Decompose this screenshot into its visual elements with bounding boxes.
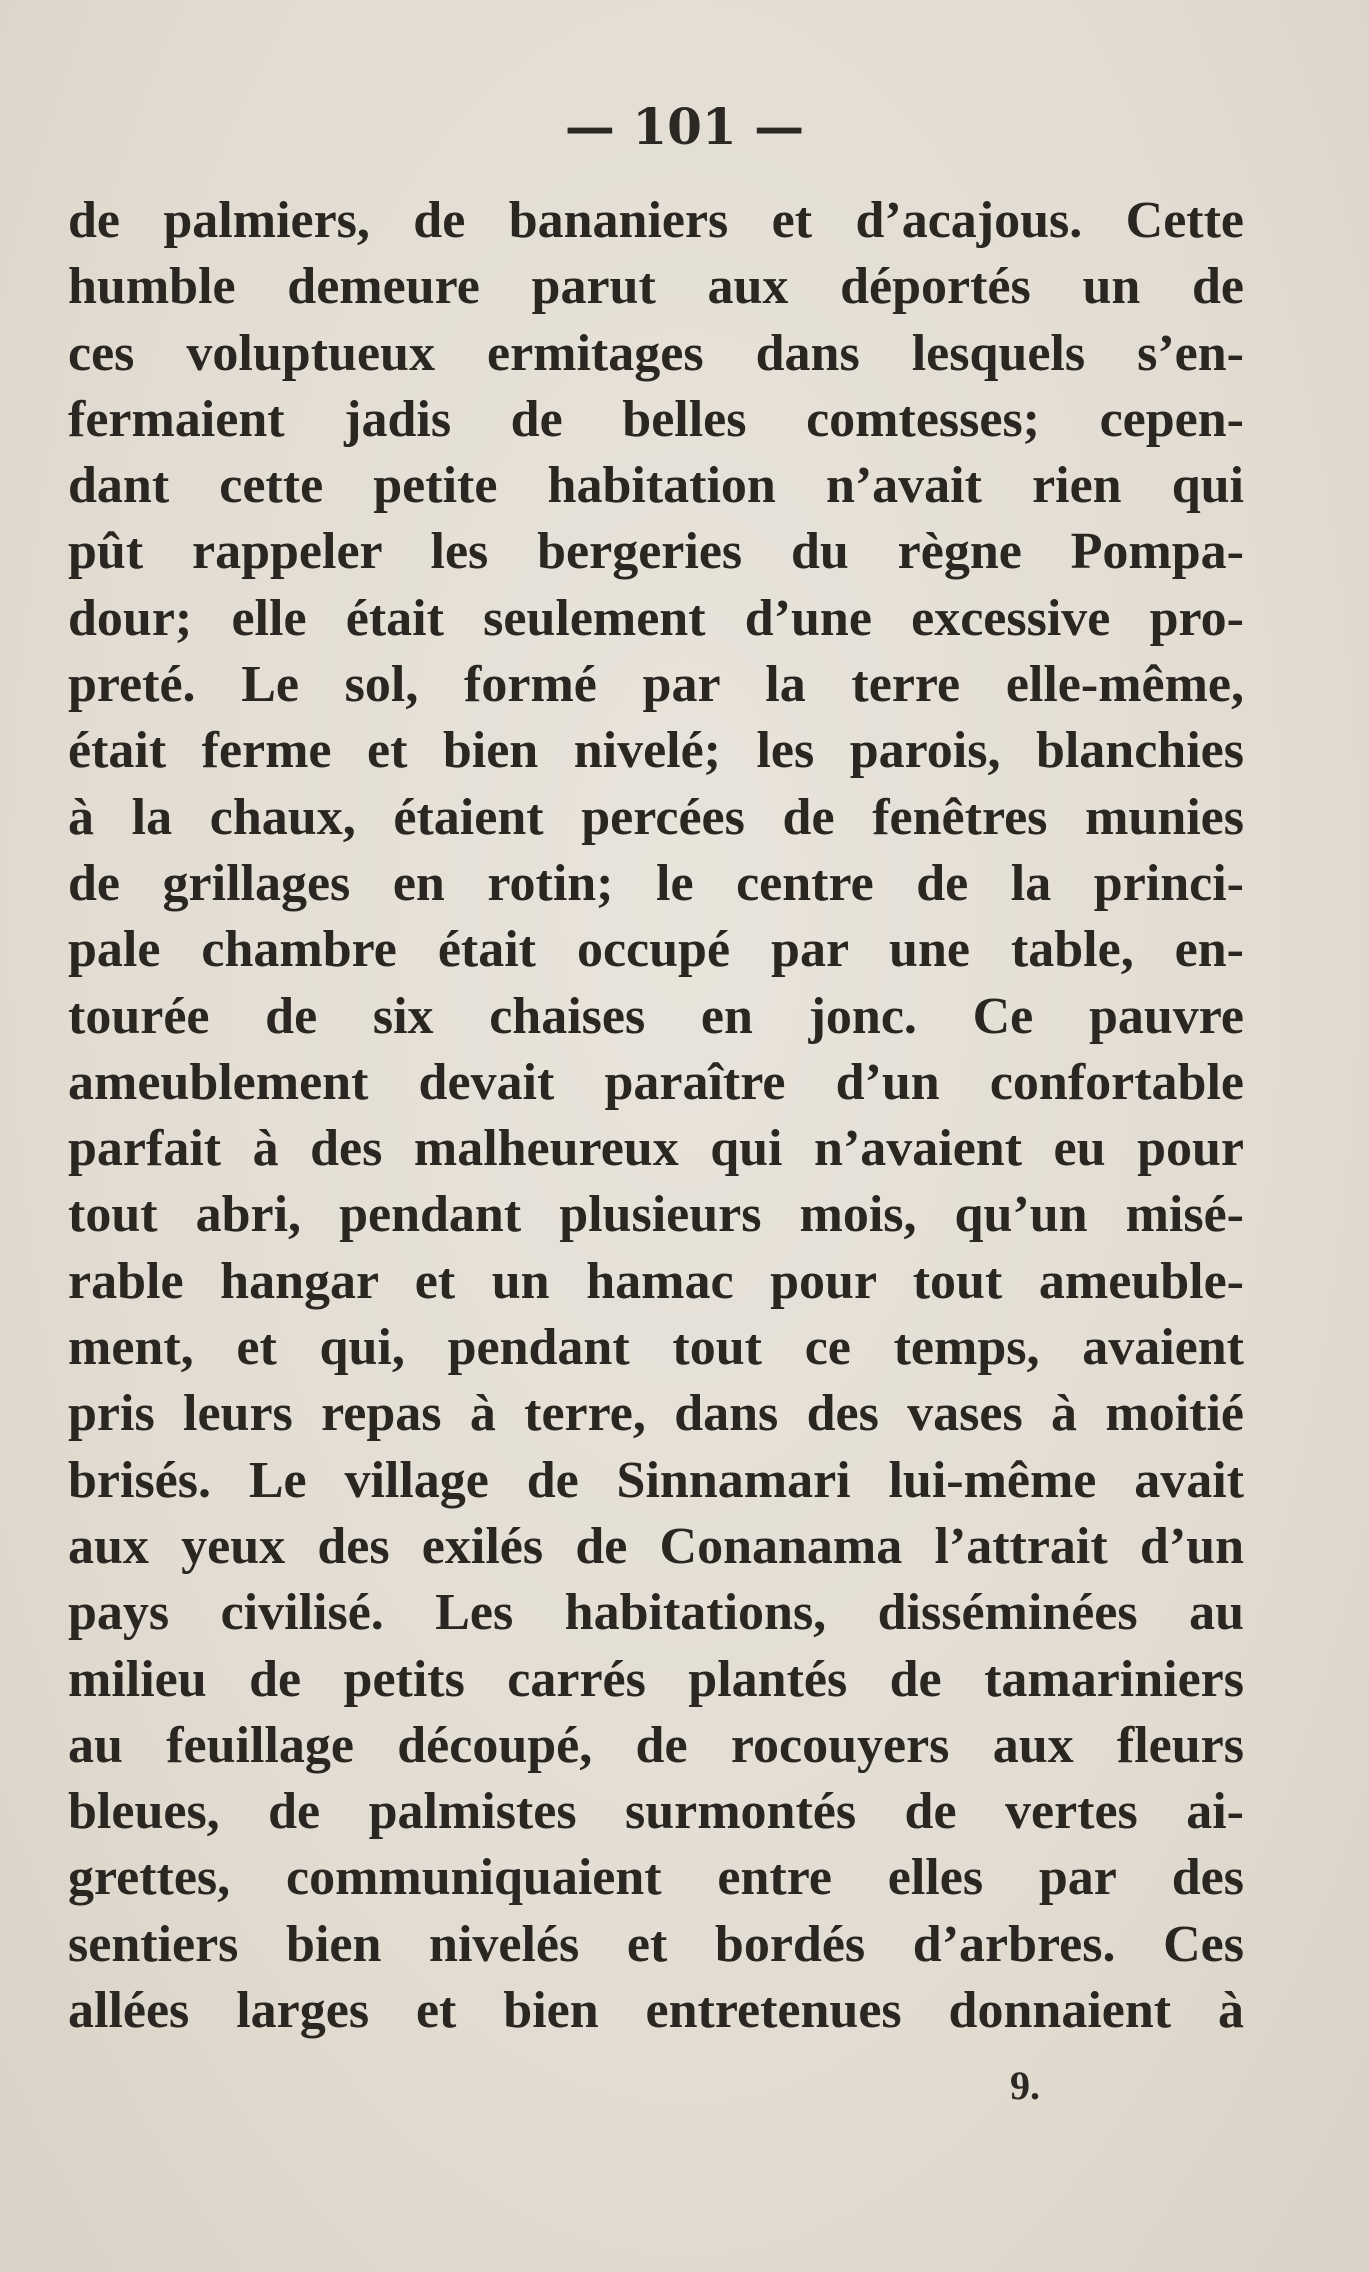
text-line: ces voluptueux ermitages dans lesquels s’en- bbox=[68, 324, 1244, 382]
text-line: aux yeux des exilés de Conanama l’attrait d’un bbox=[68, 1517, 1244, 1575]
text-line: sentiers bien nivelés et bordés d’arbres. Ces bbox=[68, 1915, 1244, 1973]
text-line: dour; elle était seulement d’une excessive pro- bbox=[68, 589, 1244, 647]
text-line: tout abri, pendant plusieurs mois, qu’un misé- bbox=[68, 1186, 1244, 1244]
page-number-header: — 101 — bbox=[564, 97, 805, 156]
text-line: à la chaux, étaient percées de fenêtres munies bbox=[68, 788, 1244, 846]
text-line: preté. Le sol, formé par la terre elle-même, bbox=[68, 656, 1244, 714]
text-line: brisés. Le village de Sinnamari lui-même avait bbox=[68, 1451, 1244, 1509]
body-text bbox=[68, 188, 1244, 2044]
signature-mark: 9. bbox=[1010, 2063, 1040, 2108]
text-line: fermaient jadis de belles comtesses; cepen- bbox=[68, 390, 1244, 448]
text-line: grettes, communiquaient entre elles par des bbox=[68, 1849, 1244, 1907]
text-line: pût rappeler les bergeries du règne Pompa- bbox=[68, 523, 1244, 581]
text-line: était ferme et bien nivelé; les parois, blanchies bbox=[68, 722, 1244, 780]
text-line: de palmiers, de bananiers et d’acajous. Cette bbox=[68, 192, 1244, 249]
text-line: ameublement devait paraître d’un confortable bbox=[68, 1053, 1244, 1111]
text-line: parfait à des malheureux qui n’avaient eu pour bbox=[68, 1120, 1244, 1178]
text-line: tourée de six chaises en jonc. Ce pauvre bbox=[68, 987, 1244, 1045]
text-line: de grillages en rotin; le centre de la princi- bbox=[68, 854, 1244, 912]
text-line: rable hangar et un hamac pour tout ameuble- bbox=[68, 1252, 1244, 1310]
text-line: milieu de petits carrés plantés de tamariniers bbox=[68, 1650, 1244, 1708]
text-line: allées larges et bien entretenues donnaient à bbox=[68, 1982, 1244, 2040]
text-line: pale chambre était occupé par une table, en- bbox=[68, 921, 1244, 979]
text-line: humble demeure parut aux déportés un de bbox=[68, 258, 1244, 316]
text-line: pays civilisé. Les habitations, disséminées au bbox=[68, 1584, 1244, 1642]
text-line: au feuillage découpé, de rocouyers aux fleurs bbox=[68, 1716, 1244, 1774]
text-line: dant cette petite habitation n’avait rien qui bbox=[68, 457, 1244, 515]
text-line: ment, et qui, pendant tout ce temps, avaient bbox=[68, 1319, 1244, 1377]
text-line: pris leurs repas à terre, dans des vases à moitié bbox=[68, 1385, 1244, 1443]
text-line: bleues, de palmistes surmontés de vertes ai- bbox=[68, 1783, 1244, 1841]
